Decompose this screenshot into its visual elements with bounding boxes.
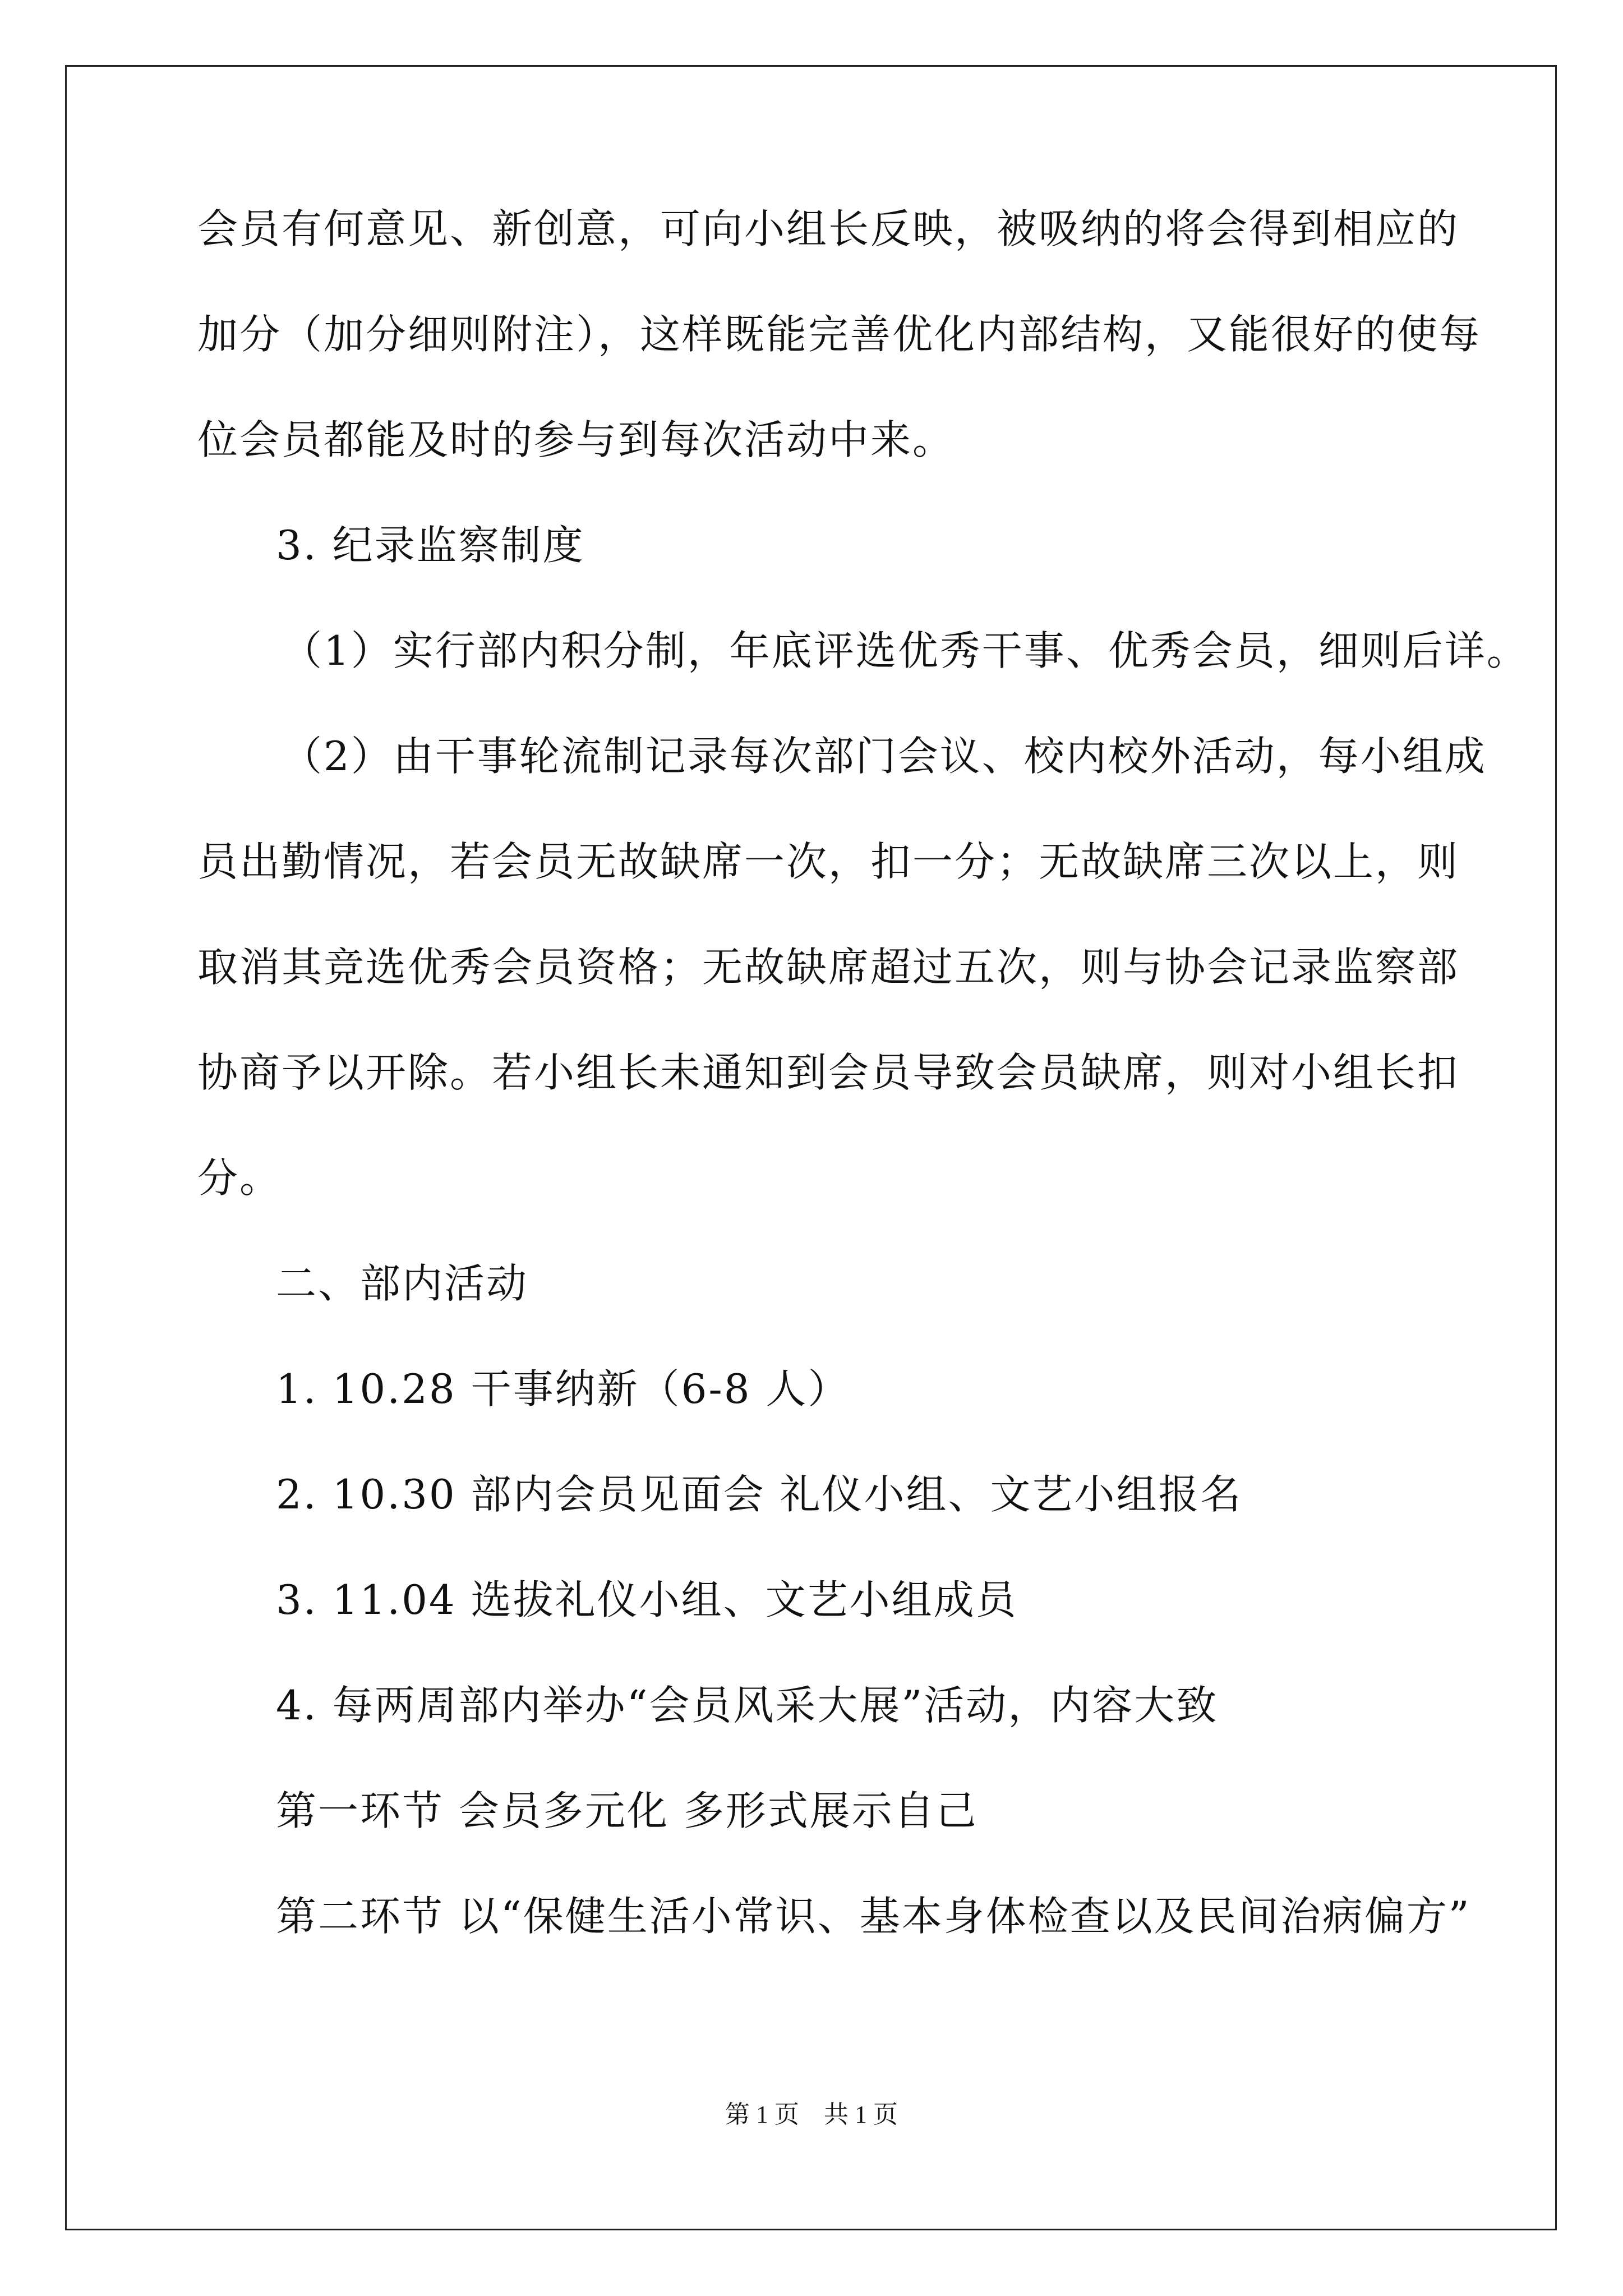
paragraph-line: 员出勤情况，若会员无故缺席一次，扣一分；无故缺席三次以上，则 bbox=[197, 838, 1460, 885]
section-heading: 3. 纪录监察制度 bbox=[276, 522, 585, 569]
paragraph-line: 第一环节 会员多元化 多形式展示自己 bbox=[276, 1787, 978, 1834]
paragraph-line: 取消其竞选优秀会员资格；无故缺席超过五次，则与协会记录监察部 bbox=[197, 944, 1460, 991]
paragraph-line: （1）实行部内积分制，年底评选优秀干事、优秀会员，细则后详。 bbox=[282, 627, 1529, 674]
paragraph-line: 协商予以开除。若小组长未通知到会员导致会员缺席，则对小组长扣 bbox=[197, 1049, 1460, 1096]
paragraph-line: （2）由干事轮流制记录每次部门会议、校内校外活动，每小组成 bbox=[282, 733, 1487, 780]
paragraph-line: 加分（加分细则附注），这样既能完善优化内部结构，又能很好的使每 bbox=[197, 311, 1482, 358]
paragraph-line: 会员有何意见、新创意，可向小组长反映，被吸纳的将会得到相应的 bbox=[197, 205, 1460, 252]
paragraph-line: 分。 bbox=[197, 1154, 282, 1202]
list-item: 2. 10.30 部内会员见面会 礼仪小组、文艺小组报名 bbox=[276, 1471, 1243, 1518]
paragraph-line: 第二环节 以“保健生活小常识、基本身体检查以及民间治病偏方” bbox=[276, 1893, 1471, 1940]
paragraph-line: 位会员都能及时的参与到每次活动中来。 bbox=[197, 416, 955, 463]
section-heading: 二、部内活动 bbox=[276, 1260, 529, 1307]
list-item: 3. 11.04 选拔礼仪小组、文艺小组成员 bbox=[276, 1576, 1018, 1623]
list-item: 1. 10.28 干事纳新（6-8 人） bbox=[276, 1365, 850, 1412]
list-item: 4. 每两周部内举办“会员风采大展”活动，内容大致 bbox=[276, 1682, 1219, 1729]
page-number-footer: 第 1 页 共 1 页 bbox=[725, 2101, 898, 2128]
